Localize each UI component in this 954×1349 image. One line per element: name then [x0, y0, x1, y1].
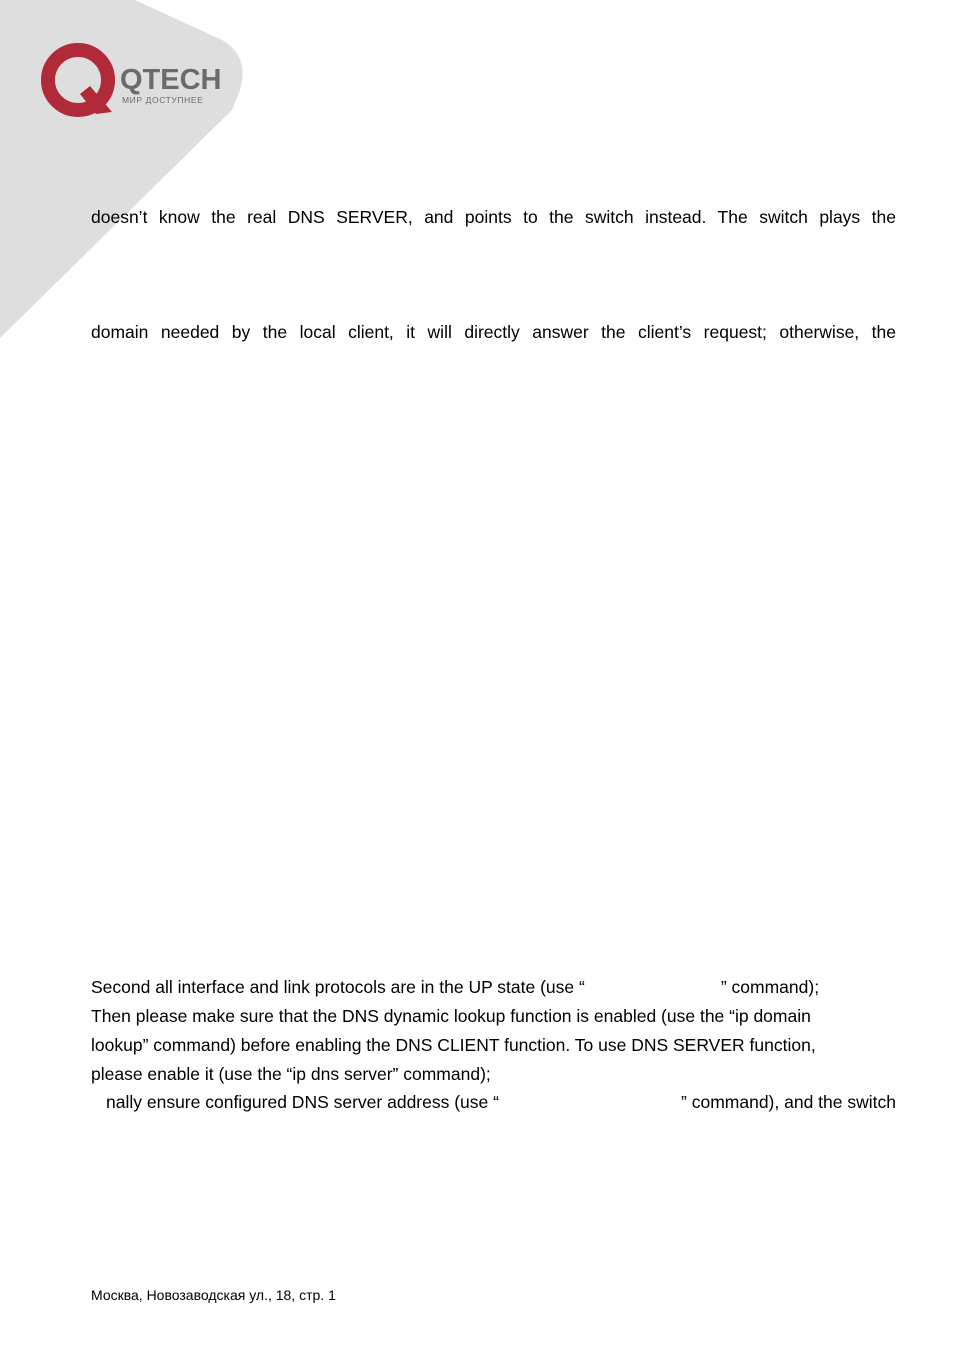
body-line-3-start: Second all interface and link protocols are in the UP state (use “ — [91, 977, 585, 997]
body-line-5: lookup” command) before enabling the DNS CLIENT function. To use DNS SERVER function, — [91, 1035, 816, 1055]
brand-wordmark: QTECH — [120, 64, 222, 96]
body-line-3-end: ” command); — [720, 977, 820, 997]
footer-address: Москва, Новозаводская ул., 18, стр. 1 — [91, 1287, 336, 1303]
body-line-6: please enable it (use the “ip dns server” command); — [91, 1064, 491, 1084]
body-line-4: Then please make sure that the DNS dynamic lookup function is enabled (use the “ip domain — [91, 1006, 811, 1026]
q-logo-icon — [48, 50, 112, 114]
qtech-logo — [40, 42, 240, 118]
body-line-1: doesn’t know the real DNS SERVER, and points to the switch instead. The switch plays the — [91, 207, 896, 227]
brand-tagline: МИР ДОСТУПНЕЕ — [122, 95, 204, 105]
body-line-3 — [91, 977, 896, 997]
body-line-7 — [106, 1092, 896, 1112]
body-line-7-end: ” command), and the switch — [681, 1092, 896, 1112]
body-line-7-start: nally ensure configured DNS server address (use “ — [106, 1092, 499, 1112]
body-line-2: domain needed by the local client, it will directly answer the client’s request; otherwise, the — [91, 322, 896, 342]
